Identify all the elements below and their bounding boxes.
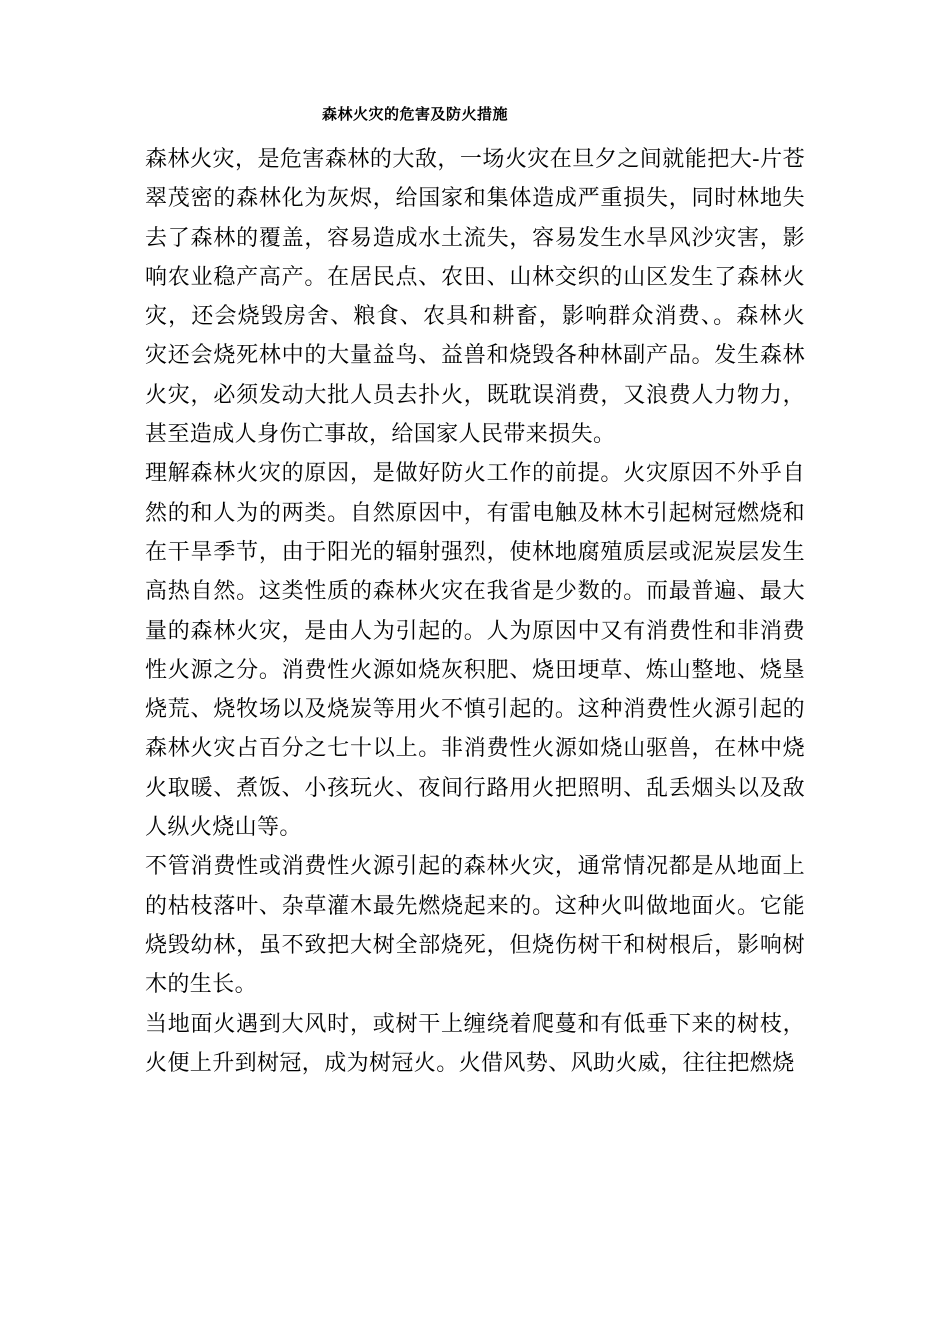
document-title: 森林火灾的危害及防火措施	[322, 105, 509, 123]
paragraph-crown-fire: 当地面火遇到大风时，或树干上缠绕着爬蔓和有低垂下来的树枝，火便上升到树冠，成为树冠火。火借风势、风助火威，往往把燃烧	[145, 1011, 805, 1076]
document-body	[145, 140, 805, 1083]
paragraph-surface-fire: 不管消费性或消费性火源引起的森林火灾，通常情况都是从地面上的枯枝落叶、杂草灌木最先燃烧起来的。这种火叫做地面火。它能烧毁幼林，虽不致把大树全部烧死，但烧伤树干和树根后，影响树木的生长。	[145, 854, 805, 998]
paragraph-fire-causes: 理解森林火灾的原因，是做好防火工作的前提。火灾原因不外乎自然的和人为的两类。自然原因中，有雷电触及林木引起树冠燃烧和在干旱季节，由于阳光的辐射强烈，使林地腐殖质层或泥炭层发生高热自然。这类性质的森林火灾在我省是少数的。而最普遍、最大量的森林火灾，是由人为引起的。人为原因中又有消费性和非消费性火源之分。消费性火源如烧灰积肥、烧田埂草、炼山整地、烧垦烧荒、烧牧场以及烧炭等用火不慎引起的。这种消费性火源引起的森林火灾占百分之七十以上。非消费性火源如烧山驱兽，在林中烧火取暖、煮饭、小孩玩火、夜间行路用火把照明、乱丢烟头以及敌人纵火烧山等。	[145, 461, 805, 841]
paragraph-forest-fire-harm: 森林火灾，是危害森林的大敌，一场火灾在旦夕之间就能把大-片苍翠茂密的森林化为灰烬，给国家和集体造成严重损失，同时林地失去了森林的覆盖，容易造成水土流失，容易发生水旱风沙灾害，影响农业稳产高产。在居民点、农田、山林交织的山区发生了森林火灾，还会烧毁房舍、粮食、农具和耕畜，影响群众消费、。森林火灾还会烧死林中的大量益鸟、益兽和烧毁各种林副产品。发生森林火灾，必须发动大批人员去扑火，既耽误消费，又浪费人力物力，甚至造成人身伤亡事故，给国家人民带来损失。	[145, 147, 805, 448]
